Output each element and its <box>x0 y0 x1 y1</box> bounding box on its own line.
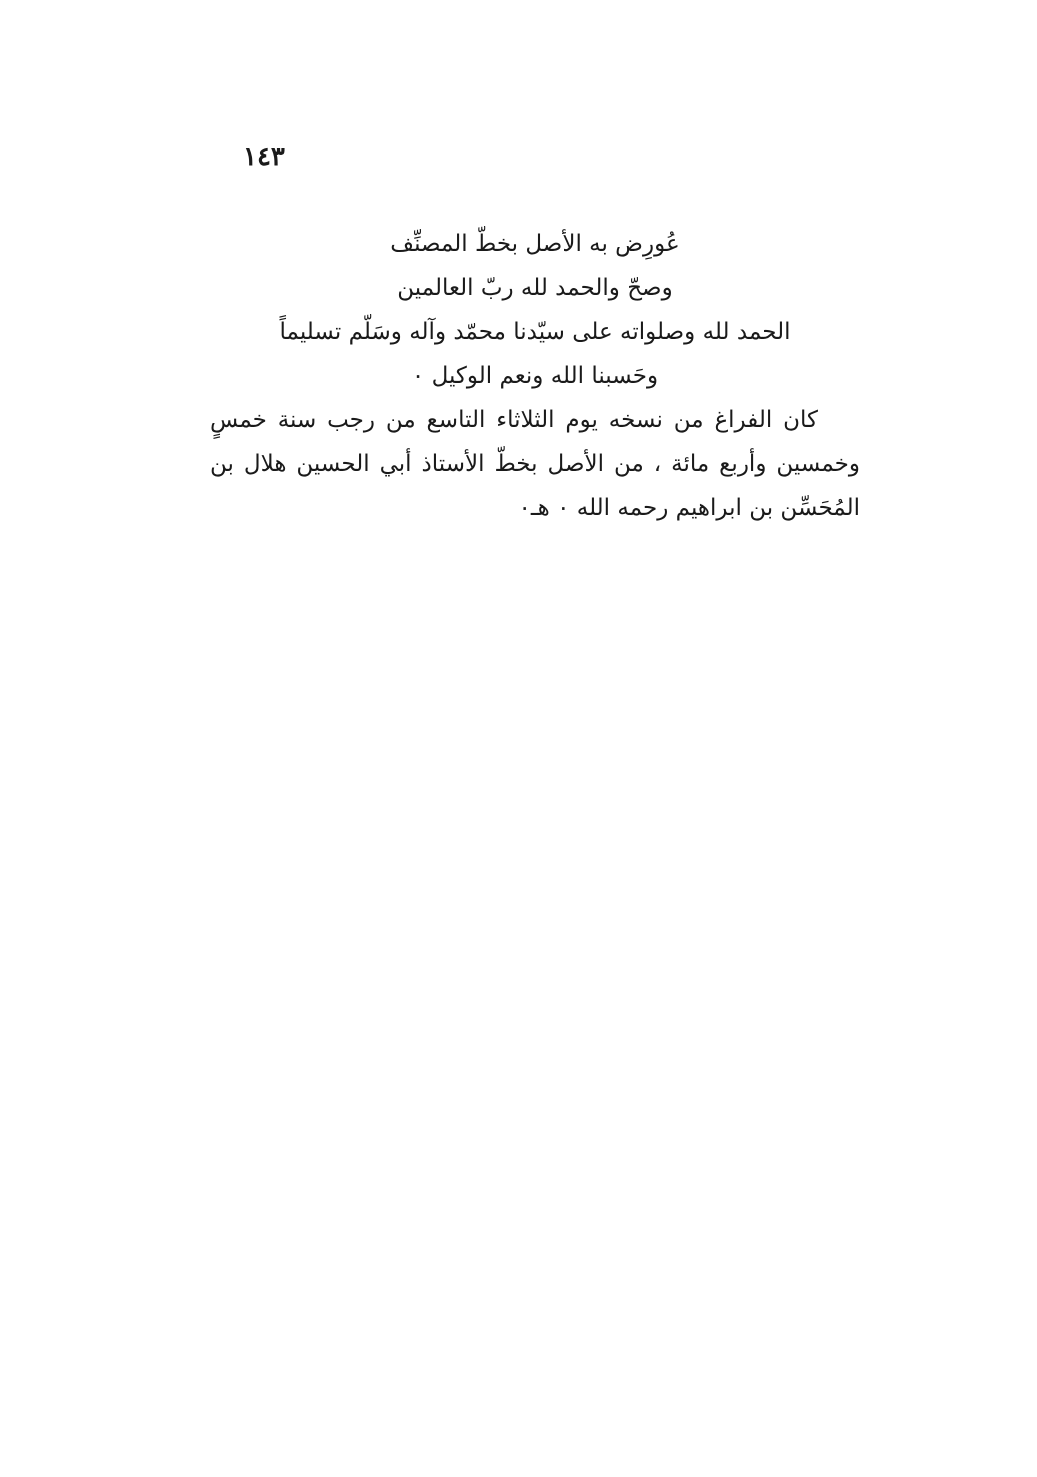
colophon-line-collation: عُورِض به الأصل بخطّ المصنِّف <box>390 231 680 257</box>
colophon-block <box>210 222 860 530</box>
copying-note-paragraph <box>210 398 860 530</box>
copying-note-line-1: كان الفراغ من نسخه يوم الثلاثاء التاسع من رجب سنة خمسٍ <box>210 407 818 433</box>
page-number: ١٤٣ <box>243 142 285 172</box>
copying-note-line-3: المُحَسِّن بن ابراهيم رحمه الله ٠ هـ٠ <box>518 495 860 521</box>
colophon-line-hasbuna: وحَسبنا الله ونعم الوكيل ٠ <box>411 363 659 389</box>
copying-note-line-2: وخمسين وأربع مائة ، من الأصل بخطّ الأستاذ أبي الحسين هلال بن <box>210 451 860 477</box>
colophon-line-blessing: الحمد لله وصلواته على سيّدنا محمّد وآله وسَلّم تسليماً <box>279 319 791 345</box>
colophon-line-praise: وصحّ والحمد لله ربّ العالمين <box>397 275 673 301</box>
